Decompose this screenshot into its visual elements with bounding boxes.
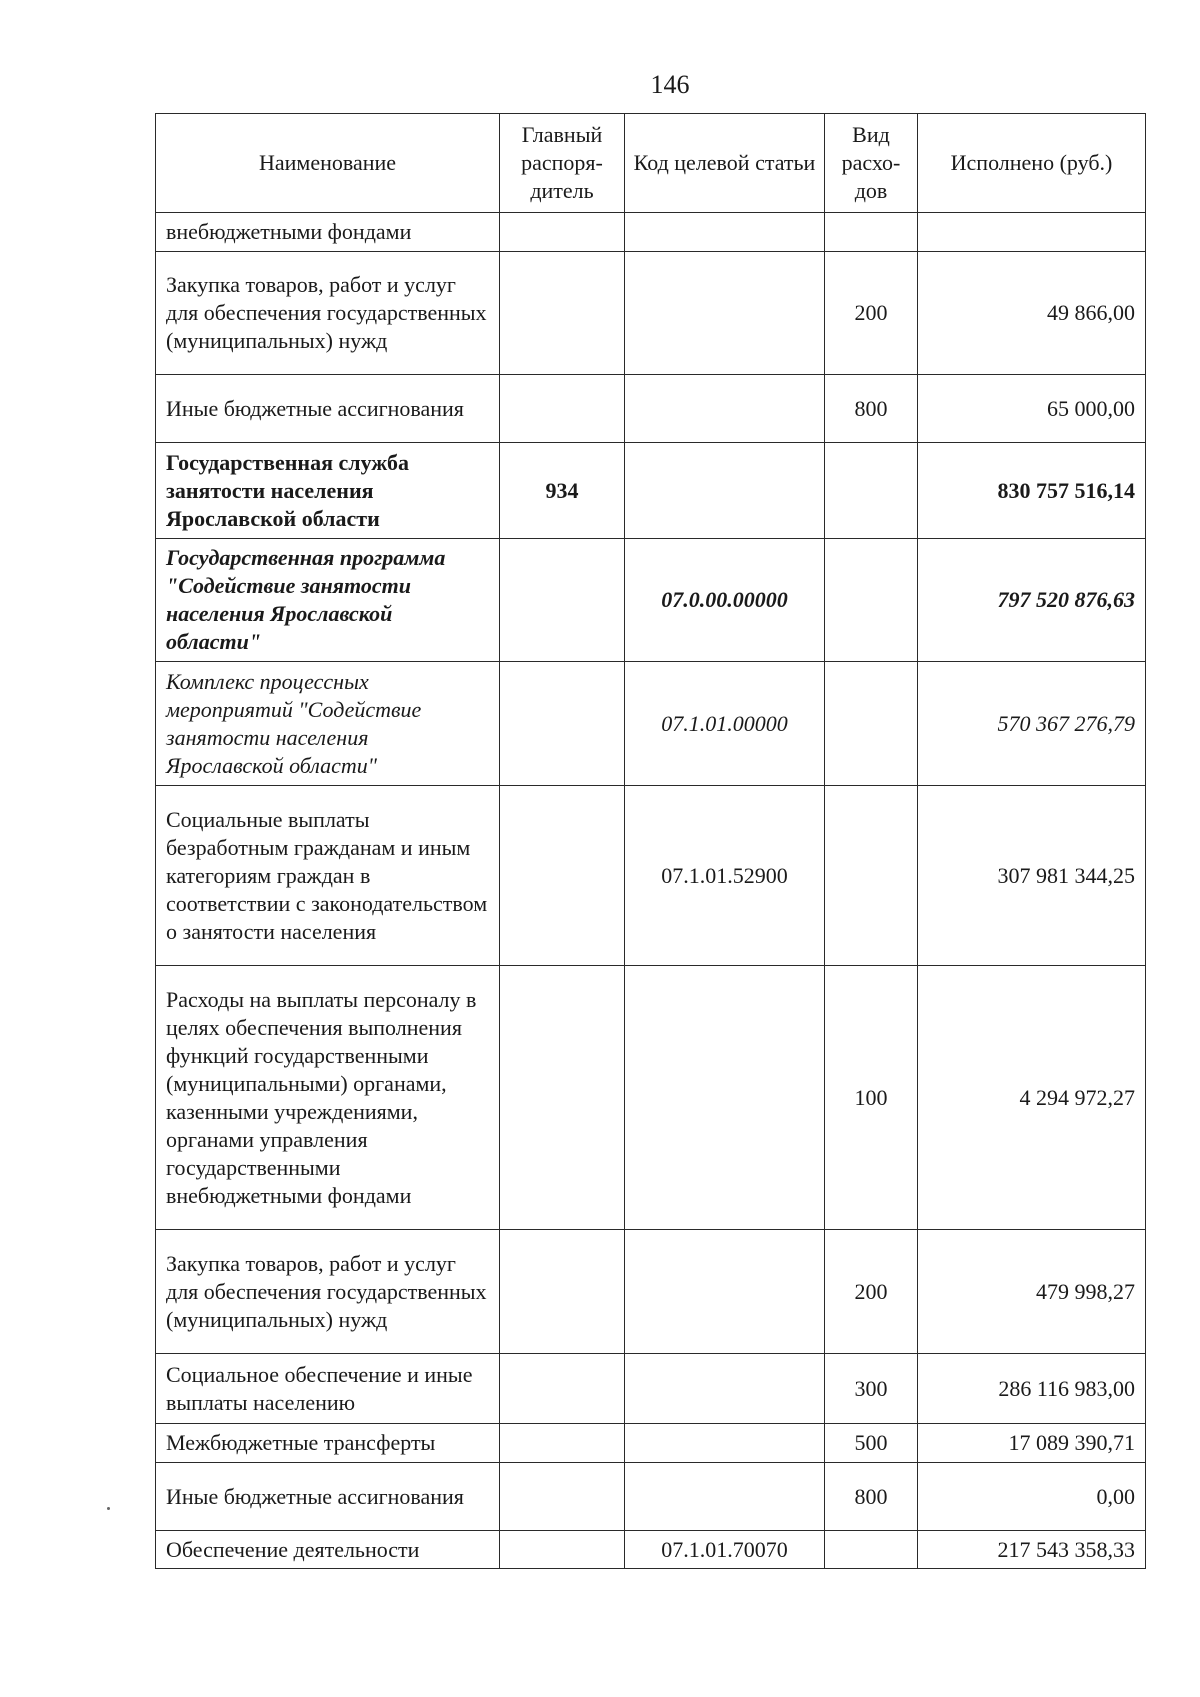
row-amount: 286 116 983,00 — [918, 1354, 1146, 1424]
table-row — [156, 252, 1146, 375]
header-main-manager: Главный распоря-дитель — [500, 114, 625, 213]
row-name: Межбюджетные трансферты — [156, 1424, 500, 1463]
budget-execution-table — [155, 113, 1146, 1569]
row-type: 100 — [825, 966, 918, 1230]
row-amount: 49 866,00 — [918, 252, 1146, 375]
row-code: 07.1.01.52900 — [625, 786, 825, 966]
row-type — [825, 786, 918, 966]
header-executed: Исполнено (руб.) — [918, 114, 1146, 213]
row-amount: 4 294 972,27 — [918, 966, 1146, 1230]
row-code — [625, 966, 825, 1230]
row-type — [825, 662, 918, 786]
table-row — [156, 966, 1146, 1230]
row-name: Расходы на выплаты персоналу в целях обеспечения выполнения функций государственными (муниципальными) органами, казенными учреждениями, органами управления государственными внебюджетными фондами — [156, 966, 500, 1230]
row-name: Социальные выплаты безработным гражданам и иным категориям граждан в соответствии с законодательством о занятости населения — [156, 786, 500, 966]
row-type: 500 — [825, 1424, 918, 1463]
table-row — [156, 539, 1146, 662]
row-amount — [918, 213, 1146, 252]
row-name: Обеспечение деятельности — [156, 1531, 500, 1569]
row-manager — [500, 1424, 625, 1463]
row-code — [625, 1424, 825, 1463]
row-code — [625, 443, 825, 539]
row-type — [825, 443, 918, 539]
row-code — [625, 1463, 825, 1531]
row-type — [825, 539, 918, 662]
row-code — [625, 375, 825, 443]
row-type: 200 — [825, 252, 918, 375]
table-row — [156, 443, 1146, 539]
table-header-row — [156, 114, 1146, 213]
row-manager — [500, 1230, 625, 1354]
row-amount: 570 367 276,79 — [918, 662, 1146, 786]
row-type: 300 — [825, 1354, 918, 1424]
row-name: Иные бюджетные ассигнования — [156, 375, 500, 443]
row-manager — [500, 252, 625, 375]
row-amount: 797 520 876,63 — [918, 539, 1146, 662]
row-code: 07.1.01.00000 — [625, 662, 825, 786]
row-type: 800 — [825, 375, 918, 443]
header-name: Наименование — [156, 114, 500, 213]
row-type: 800 — [825, 1463, 918, 1531]
row-name: Государственная программа "Содействие занятости населения Ярославской области" — [156, 539, 500, 662]
table-row — [156, 662, 1146, 786]
page-number: 146 — [650, 70, 690, 99]
row-type — [825, 213, 918, 252]
row-manager — [500, 1463, 625, 1531]
row-amount: 17 089 390,71 — [918, 1424, 1146, 1463]
row-manager — [500, 1531, 625, 1569]
row-manager — [500, 213, 625, 252]
row-amount: 479 998,27 — [918, 1230, 1146, 1354]
row-manager — [500, 786, 625, 966]
row-name: Закупка товаров, работ и услуг для обеспечения государственных (муниципальных) нужд — [156, 1230, 500, 1354]
header-expense-type: Вид расхо-дов — [825, 114, 918, 213]
row-code: 07.0.00.00000 — [625, 539, 825, 662]
row-code: 07.1.01.70070 — [625, 1531, 825, 1569]
row-code — [625, 1230, 825, 1354]
row-amount: 0,00 — [918, 1463, 1146, 1531]
row-name: Государственная служба занятости населения Ярославской области — [156, 443, 500, 539]
row-amount: 307 981 344,25 — [918, 786, 1146, 966]
row-manager — [500, 375, 625, 443]
row-name: Комплекс процессных мероприятий "Содействие занятости населения Ярославской области" — [156, 662, 500, 786]
scan-speck — [107, 1507, 110, 1510]
table-row — [156, 1463, 1146, 1531]
table-row — [156, 1354, 1146, 1424]
row-name: Социальное обеспечение и иные выплаты населению — [156, 1354, 500, 1424]
row-manager — [500, 662, 625, 786]
header-target-code: Код целевой статьи — [625, 114, 825, 213]
row-manager — [500, 1354, 625, 1424]
row-name: Иные бюджетные ассигнования — [156, 1463, 500, 1531]
table-row — [156, 1531, 1146, 1569]
row-type: 200 — [825, 1230, 918, 1354]
row-name: внебюджетными фондами — [156, 213, 500, 252]
table-row — [156, 786, 1146, 966]
row-amount: 65 000,00 — [918, 375, 1146, 443]
row-manager: 934 — [500, 443, 625, 539]
row-amount: 217 543 358,33 — [918, 1531, 1146, 1569]
row-type — [825, 1531, 918, 1569]
table-row — [156, 213, 1146, 252]
table-row — [156, 1230, 1146, 1354]
row-code — [625, 252, 825, 375]
row-manager — [500, 539, 625, 662]
row-name: Закупка товаров, работ и услуг для обеспечения государственных (муниципальных) нужд — [156, 252, 500, 375]
row-code — [625, 1354, 825, 1424]
table-row — [156, 1424, 1146, 1463]
row-code — [625, 213, 825, 252]
row-amount: 830 757 516,14 — [918, 443, 1146, 539]
table-row — [156, 375, 1146, 443]
row-manager — [500, 966, 625, 1230]
